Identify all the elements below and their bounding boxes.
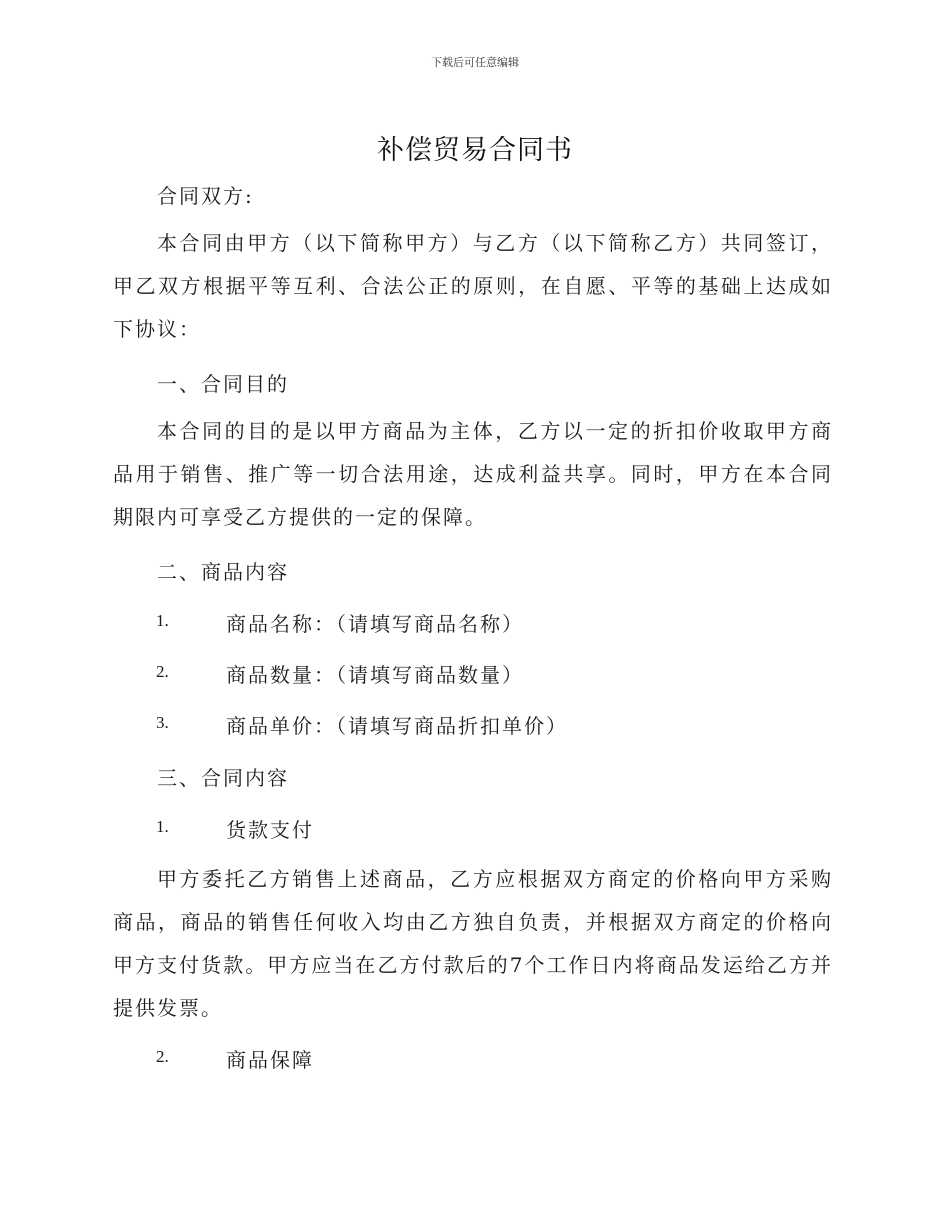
intro-paragraph: 本合同由甲方（以下简称甲方）与乙方（以下简称乙方）共同签订，甲乙双方根据平等互利、合法公正的原则，在自愿、平等的基础上达成如下协议：	[113, 231, 833, 341]
list-item-number: 3.	[156, 713, 169, 732]
document-title: 补偿贸易合同书	[377, 135, 573, 166]
list-item-number: 2.	[156, 1047, 169, 1066]
list-item-number: 2.	[156, 662, 169, 681]
payment-paragraph: 甲方委托乙方销售上述商品，乙方应根据双方商定的价格向甲方采购商品，商品的销售任何收入均由乙方独自负责，并根据双方商定的价格向甲方支付货款。甲方应当在乙方付款后的7个工作日内将商品发运给乙方并提供发票。	[113, 867, 833, 1020]
list-item-text: 商品单价：（请填写商品折扣单价）	[226, 714, 568, 738]
purpose-paragraph: 本合同的目的是以甲方商品为主体，乙方以一定的折扣价收取甲方商品用于销售、推广等一切合法用途，达成利益共享。同时，甲方在本合同期限内可享受乙方提供的一定的保障。	[113, 419, 833, 529]
list-item-text: 商品数量：（请填写商品数量）	[226, 663, 524, 687]
section-heading-goods: 二、商品内容	[157, 560, 289, 584]
list-item-number: 1.	[156, 611, 169, 630]
section-heading-content: 三、合同内容	[157, 766, 289, 790]
header-note: 下载后可任意编辑	[431, 56, 519, 69]
list-item-text: 货款支付	[226, 818, 314, 842]
list-item-number: 1.	[156, 817, 169, 836]
list-item-text: 商品保障	[226, 1048, 314, 1072]
list-item-text: 商品名称：（请填写商品名称）	[226, 612, 524, 636]
parties-label: 合同双方:	[157, 184, 254, 208]
section-heading-purpose: 一、合同目的	[157, 372, 289, 396]
